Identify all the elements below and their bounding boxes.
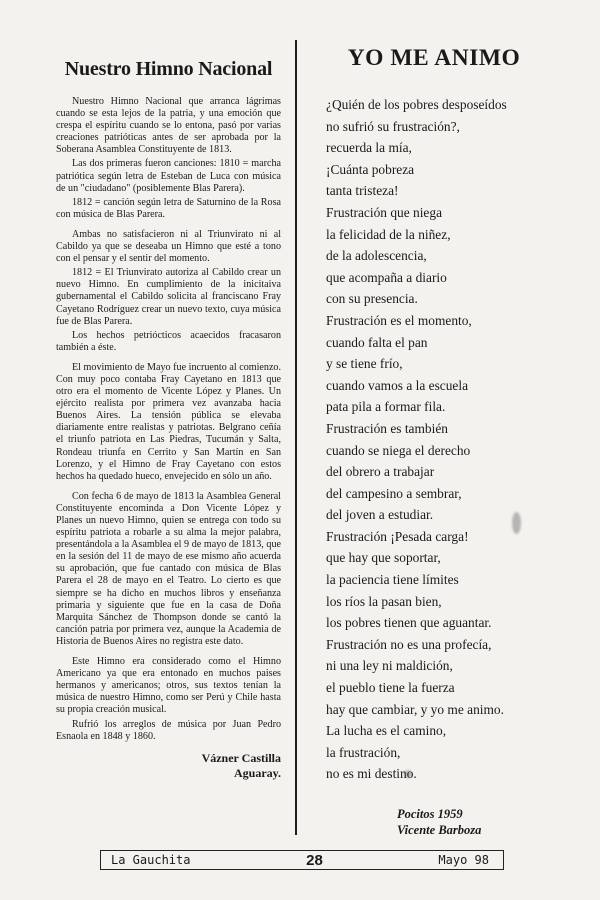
poem-line: del joven a estudiar.: [326, 507, 434, 523]
article-author: Vázner Castilla: [201, 750, 281, 765]
poem-line: los ríos la pasan bien,: [326, 593, 442, 609]
poem-line: no es mi destino.: [326, 766, 417, 782]
footer-issue: Mayo 98: [438, 853, 489, 867]
poem-line: y se tiene frío,: [326, 356, 403, 372]
article-paragraph: Rufrió los arreglos de música por Juan Pedro Esnaola en 1848 y 1860.: [56, 718, 281, 742]
poem-line: que hay que soportar,: [326, 550, 441, 566]
poem-line: del campesino a sembrar,: [326, 485, 462, 501]
article-paragraph: Las dos primeras fueron canciones: 1810 = marcha patriótica según letra de Esteban de Luca con música de un "ciudadano" (posiblemente Blas Parera).: [56, 158, 281, 194]
poem-line: la paciencia tiene límites: [326, 572, 459, 588]
poem-line: ¿Quién de los pobres desposeídos: [326, 97, 507, 112]
ink-smudge: [512, 512, 521, 534]
poem-line: Frustración que niega: [326, 204, 443, 220]
article-paragraph: Nuestro Himno Nacional que arranca lágrimas cuando se esta lejos de la patria, y una emoción que crespa el espíritu cuando se lo entona, pasó por varias creaciones patrióticas antes de ser aprobada por la Soberana Asamblea Constituyente de 1813.: [56, 96, 281, 156]
footer-page-number: 28: [306, 851, 323, 869]
poem-credit: [397, 806, 481, 838]
ink-smudge: [404, 770, 412, 778]
article-paragraph: Los hechos petriócticos acaecidos fracasaron también a éste.: [56, 329, 281, 353]
poem-title: YO ME ANIMO: [347, 45, 521, 71]
poem-line: cuando vamos a la escuela: [326, 377, 469, 393]
article-signature: [56, 751, 281, 781]
article-paragraph: 1812 = canción según letra de Saturnino de la Rosa con música de Blas Parera.: [56, 196, 281, 220]
poem-place-year: Pocitos 1959: [397, 807, 463, 821]
poem-line: la frustración,: [326, 744, 401, 760]
poem-author: Vicente Barboza: [397, 823, 482, 837]
poem-line: Frustración es también: [326, 420, 448, 436]
poem-line: el pueblo tiene la fuerza: [326, 680, 455, 696]
article-paragraph: 1812 = El Triunvirato autoriza al Cabildo crear un nuevo Himno. En cumplimiento de la inicitaiva gubernamental el Cabildo solicita al franciscano Fray Cayetano Rodríguez crear un nuevo texto, cuya música fue de Blas Parera.: [56, 267, 281, 327]
poem-line: Frustración no es una profecía,: [326, 636, 492, 652]
poem-line: no sufrió su frustración?,: [326, 118, 460, 134]
poem-line: la felicidad de la niñez,: [326, 226, 451, 242]
article-title: Nuestro Himno Nacional: [64, 58, 273, 80]
poem-body: [318, 94, 550, 785]
poem-line: Frustración ¡Pesada carga!: [326, 528, 469, 544]
article-paragraph: El movimiento de Mayo fue incruento al comienzo. Con muy poco contaba Fray Cayetano en 1813 que otro era el momento de Vicente López y Planes. Un ejército realista por primera vez avanzaba hacia Buenos Aires. La tensión pública se elevaba diariamente entre realistas y patriotas. Belgrano ceñía el triunfo patriota en Las Piedras, Tucumán y Salta, Rondeau triunfa en Cerrito y San Martín en San Lorenzo, y el Himno de Fray Cayetano con estos hechos ha quedado hueco, envejecido en sólo un año.: [56, 361, 281, 482]
poem-line: del obrero a trabajar: [326, 464, 435, 480]
article-paragraph: Este Himno era considerado como el Himno Americano ya que era entonado en muchos paises hermanos y americanos; otros, sus textos tenían la música de nuestro Himno, como ser Perú y Chile hasta su propia creación musical.: [56, 656, 281, 716]
poem-line: tanta tristeza!: [326, 183, 399, 199]
article-paragraph: Con fecha 6 de mayo de 1813 la Asamblea General Constituyente encominda a Don Vicente López y Planes un nuevo Himno, quien se entrega con todo su espíritu patriota a robarle a su alma la mejor palabra, presentándola a la Asamblea el 9 de mayo de 1813, que en la sesión del 11 de mayo de ese mismo año acuerda su aprobación, que fue cantado con música de Blas Parera el 28 de mayo en el Teatro. Lo cierto es que siempre se ha dicho en muchos libros y enseñanza primaria y siguiente que fue en la casa de Doña Marquita Sánchez de Thompson donde se cantó la canción patria por primera vez, aunque la Academia de Historia de Buenos Aires no registra este dato.: [56, 490, 281, 647]
poem-line: los pobres tienen que aguantar.: [326, 615, 492, 631]
poem-line: de la adolescencia,: [326, 248, 427, 264]
poem-line: ¡Cuánta pobreza: [326, 161, 415, 177]
poem-line: La lucha es el camino,: [326, 723, 447, 739]
poem-line: recuerda la mía,: [326, 140, 412, 156]
column-divider: [295, 40, 297, 835]
article-paragraph: Ambas no satisfacieron ni al Triunvirato ni al Cabildo ya que se deseaba un Himno que esté a tono con el pensar y el sentir del momento.: [56, 228, 281, 265]
poem-line: hay que cambiar, y yo me animo.: [326, 701, 504, 717]
page-footer: [100, 850, 504, 870]
poem-line: que acompaña a diario: [326, 269, 447, 285]
poem-line: con su presencia.: [326, 291, 418, 307]
poem-line: cuando falta el pan: [326, 334, 428, 350]
article-body: [56, 96, 281, 743]
footer-publication: La Gauchita: [111, 853, 191, 867]
poem-line: ni una ley ni maldición,: [326, 658, 453, 674]
left-article: [56, 58, 281, 781]
article-author-place: Aguaray.: [233, 765, 281, 780]
poem-line: pata pila a formar fila.: [326, 399, 446, 415]
right-poem: [318, 44, 550, 785]
poem-line: Frustración es el momento,: [326, 312, 472, 328]
poem-line: cuando se niega el derecho: [326, 442, 471, 458]
